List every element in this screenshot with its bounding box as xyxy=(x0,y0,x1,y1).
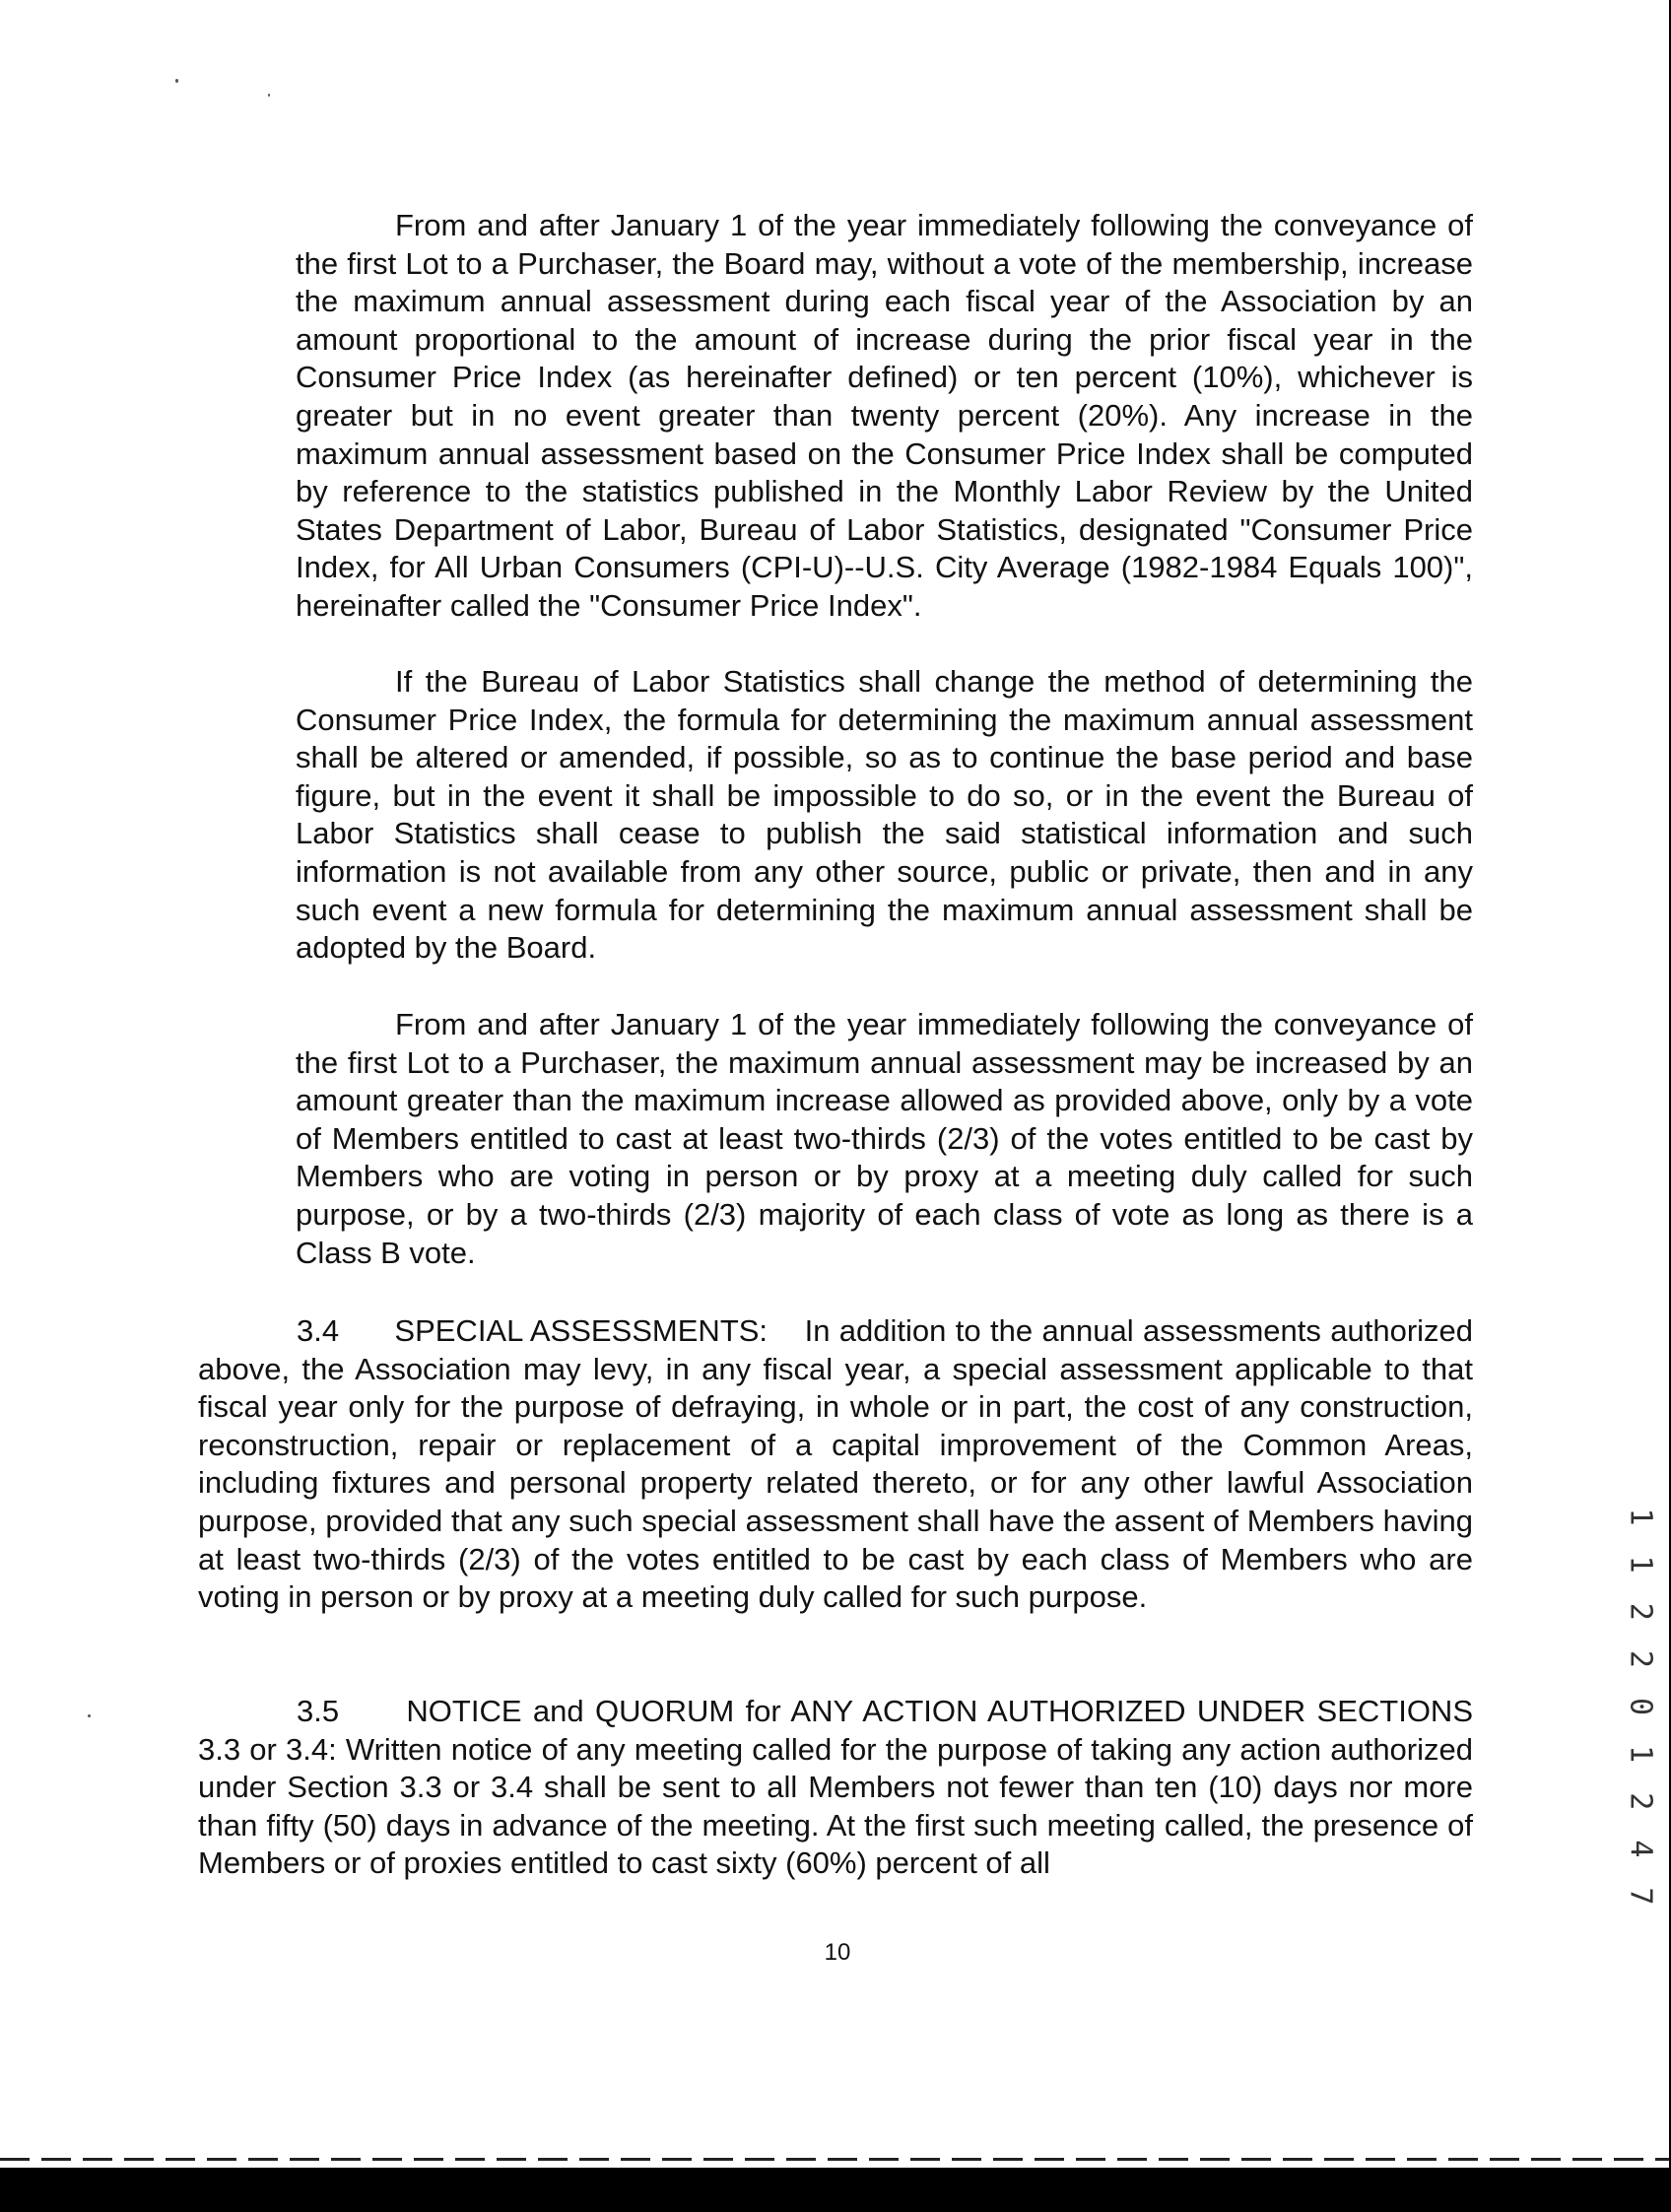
page-number: 10 xyxy=(824,1939,851,1966)
section-body: In addition to the annual assessments authorized above, the Association may levy, in any fiscal year, a special assessment applicable to that fiscal year only for the purpose of defraying, in whole or in part, the cost of any construction, reconstruction, repair or replacement of a capital improvement of the Common Areas, including fixtures and personal property related thereto, or for any other lawful Association purpose, provided that any such special assessment shall have the assent of Members having at least two-thirds (2/3) of the votes entitled to be cast by each class of Members who are voting in person or by proxy at a meeting duly called for such purpose. xyxy=(198,1313,1474,1615)
section-heading: SPECIAL ASSESSMENTS: xyxy=(394,1313,769,1348)
recording-stamp xyxy=(1621,1508,1660,1911)
paragraph-member-vote-increase: From and after January 1 of the year immediately following the conveyance of the first Lot to a Purchaser, the maximum annual assessment may be increased by an amount greater than the maximum increase allowed as provided above, only by a vote of Members entitled to cast at least two-thirds (2/3) of the votes entitled to be cast by Members who are voting in person or by proxy at a meeting duly called for such purpose, or by a two-thirds (2/3) majority of each class of vote as long as there is a Class B vote. xyxy=(296,1007,1473,1270)
paragraph-bls-method-change: If the Bureau of Labor Statistics shall change the method of determining the Consumer Price Index, the formula for determining the maximum annual assessment shall be altered or amended, if possible, so as to continue the base period and base figure, but in the event it shall be impossible to do so, or in the event the Bureau of Labor Statistics shall cease to publish the said statistical information and such information is not available from any other source, public or private, then and in any such event a new formula for determining the maximum annual assessment shall be adopted by the Board. xyxy=(296,664,1473,966)
scan-speck xyxy=(88,1714,91,1717)
scan-edge-artifact xyxy=(0,2158,1669,2161)
section-body: Written notice of any meeting called for the purpose of taking any action authorized under Section 3.3 or 3.4 shall be sent to all Members not fewer than ten (10) days nor more than fifty (50) days in advance of the meeting. At the first such meeting called, the presence of Members or of proxies entitled to cast sixty (60%) percent of all xyxy=(198,1731,1473,1881)
section-number: 3.5 xyxy=(297,1694,340,1728)
scan-bottom-border xyxy=(0,2168,1671,2212)
section-3-4-special-assessments xyxy=(198,1312,1473,1617)
scan-speck xyxy=(175,79,178,83)
section-number: 3.4 xyxy=(297,1313,340,1348)
recording-stamp-text: 1 1 2 2 0 1 2 4 7 xyxy=(1623,1508,1658,1911)
scan-speck xyxy=(268,94,270,97)
section-3-5-notice-and-quorum xyxy=(198,1693,1473,1883)
section-heading: NOTICE and QUORUM for ANY ACTION AUTHORIZED UNDER SECTIONS 3.3 or 3.4: xyxy=(198,1694,1473,1767)
paragraph-cpi-increase: From and after January 1 of the year immediately following the conveyance of the first Lot to a Purchaser, the Board may, without a vote of the membership, increase the maximum annual assessment during each fiscal year of the Association by an amount proportional to the amount of increase during the prior fiscal year in the Consumer Price Index (as hereinafter defined) or ten percent (10%), whichever is greater but in no event greater than twenty percent (20%). Any increase in the maximum annual assessment based on the Consumer Price Index shall be computed by reference to the statistics published in the Monthly Labor Review by the United States Department of Labor, Bureau of Labor Statistics, designated "Consumer Price Index, for All Urban Consumers (CPI-U)--U.S. City Average (1982-1984 Equals 100)", hereinafter called the "Consumer Price Index". xyxy=(296,208,1473,623)
